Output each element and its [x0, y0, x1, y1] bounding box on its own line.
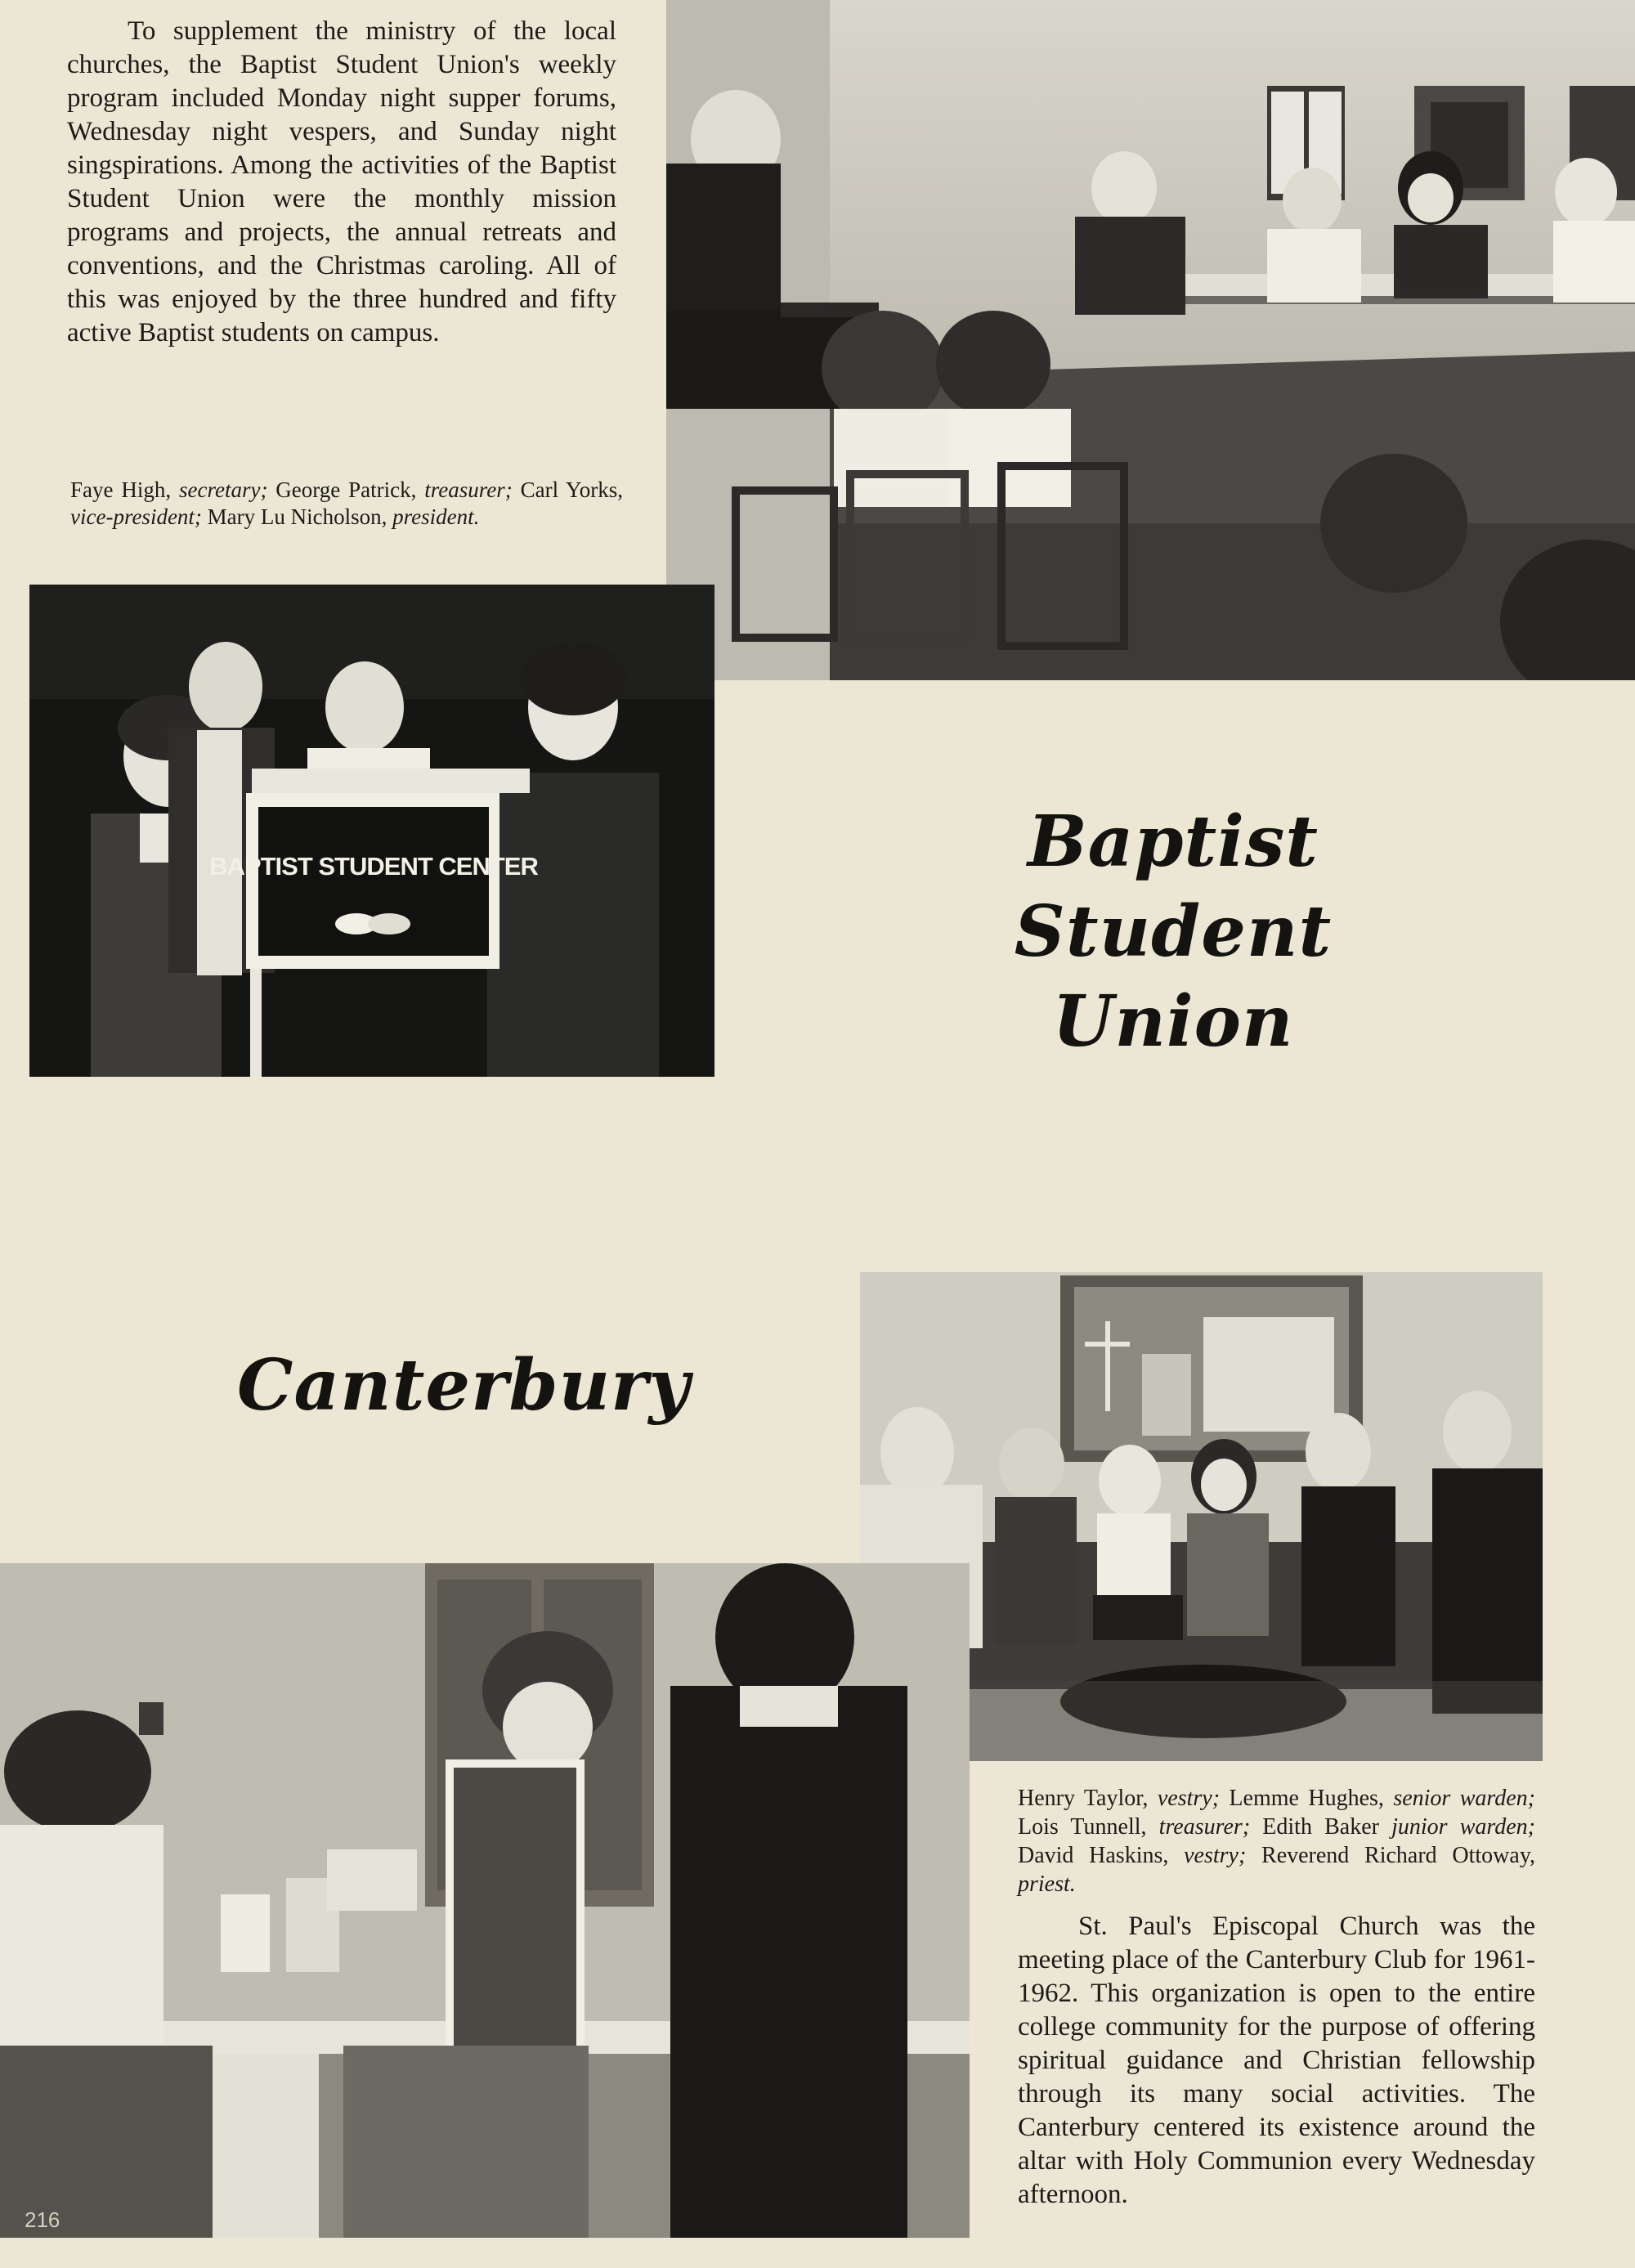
- officer-name: Mary Lu Nicholson,: [201, 504, 393, 529]
- canterbury-officers-caption: [1018, 1784, 1535, 1898]
- officer-name: Carl Yorks,: [512, 477, 624, 502]
- officer-name: Henry Taylor,: [1018, 1786, 1158, 1811]
- officer-role: junior warden;: [1391, 1814, 1535, 1840]
- officer-role: president.: [392, 504, 480, 529]
- officer-role: vice-president;: [70, 504, 202, 529]
- sign-text: BAPTIST STUDENT CENTER: [209, 852, 538, 881]
- officer-name: Lois Tunnell,: [1018, 1814, 1159, 1840]
- canterbury-paragraph: St. Paul's Episcopal Church was the meeting place of the Canterbury Club for 1961-1962. This organization is open to the entire college community for the purpose of offering spiritual guidance and Christian fellowship through its many social activities. The Canterbury centered its existence around the altar with Holy Communion every Wednesday afternoon.: [1018, 1912, 1535, 2209]
- bsu-section-title: [907, 797, 1439, 1067]
- bsu-title-line-2: Union: [1052, 980, 1294, 1063]
- officer-role: treasurer;: [424, 477, 513, 502]
- officer-name: Lemme Hughes,: [1220, 1786, 1394, 1811]
- officer-role: secretary;: [178, 477, 268, 502]
- bsu-officers-photo: [29, 585, 714, 1077]
- officer-name: Reverend Richard Ottoway,: [1246, 1843, 1535, 1868]
- officer-name: Faye High,: [70, 477, 179, 502]
- officer-name: David Haskins,: [1018, 1843, 1185, 1868]
- officer-role: senior warden;: [1393, 1786, 1536, 1811]
- officer-role: vestry;: [1157, 1786, 1221, 1811]
- bsu-intro-paragraph: To supplement the ministry of the local churches, the Baptist Student Union's weekly program included Monday night supper forums, Wednesday night vespers, and Sunday night singspirations. Among the activities of the Baptist Student Union were the monthly mission programs and projects, the annual retreats and conventions, and the Christmas caroling. All of this was enjoyed by the three hundred and fifty active Baptist students on campus.: [67, 16, 616, 347]
- bsu-officers-caption: [70, 477, 623, 531]
- officer-role: treasurer;: [1158, 1814, 1251, 1840]
- officer-role: vestry;: [1184, 1843, 1247, 1868]
- bsu-title-line-1: Baptist Student: [1014, 800, 1333, 973]
- canterbury-kitchen-photo: [0, 1563, 970, 2238]
- bsu-meeting-photo: [666, 0, 1635, 680]
- canterbury-section-title: Canterbury: [237, 1344, 691, 1427]
- officer-name: Edith Baker: [1250, 1814, 1392, 1840]
- officer-role: priest.: [1018, 1871, 1076, 1897]
- officer-name: George Patrick,: [267, 477, 425, 502]
- page-number: 216: [25, 2207, 60, 2232]
